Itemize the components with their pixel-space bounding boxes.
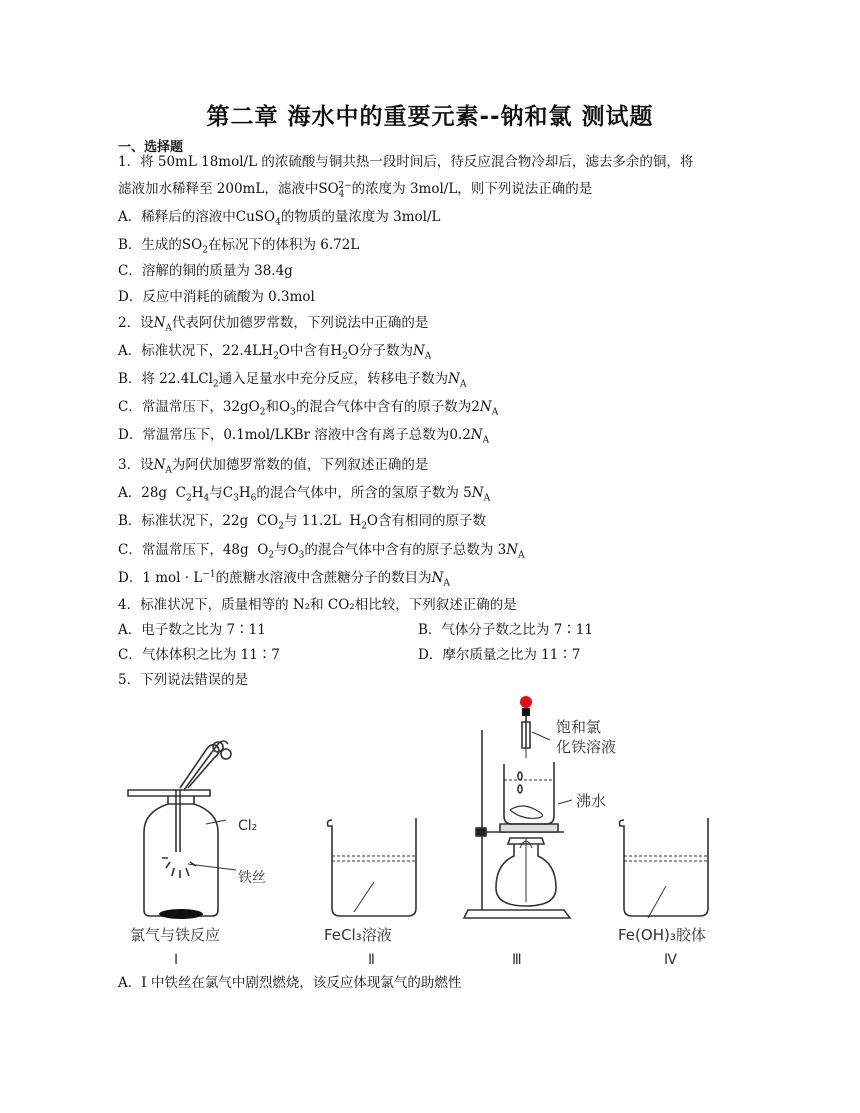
roman-3: Ⅲ [512,952,522,968]
q2-option-c: C．常温常压下，$32gO_2$和$O_3$的混合气体中含有的原子数为$2N_A$ [118,399,499,418]
q3-option-a: A．28g $C_2H_4$与$C_3H_6$的混合气体中，所含的氢原子数为 $5N_A$ [118,485,491,504]
label-iron-wire: 铁丝 [238,870,266,886]
q1-option-a: A．稀释后的溶液中CuSO$_4$的物质的量浓度为 3mol/L [118,209,441,228]
caption-4: Fe(OH)₃胶体 [618,926,706,944]
experiment-figure [118,692,738,972]
label-boiling-water: 沸水 [576,792,607,810]
caption-1: 氯气与铁反应 [130,926,221,944]
roman-4: Ⅳ [664,952,677,968]
beaker-fecl3 [328,818,417,916]
q3-stem: 3．设$N_A$为阿伏加德罗常数的值，下列叙述正确的是 [118,457,429,476]
q2-option-b: B．将 22.4LCl$_2$通入足量水中充分反应，转移电子数为$N_A$ [118,371,467,390]
label-saturated-line1: 饱和氯 [556,718,602,736]
q1-stem-line1: 1．将 50mL 18mol/L 的浓硫酸与铜共热一段时间后，待反应混合物冷却后，滤去多余的铜，将 [118,154,694,170]
q1-option-b: B．生成的$SO_2$在标况下的体积为 6.72L [118,237,360,256]
q1-option-c: C．溶解的铜的质量为 38.4g [118,263,293,279]
q1-stem-line2: 滤液加水稀释至 200mL，滤液中$SO_4^{2-}$的浓度为 3mol/L，则下列说法正确的是 [118,180,593,200]
label-saturated-line2: 化铁溶液 [556,738,617,756]
q2-stem: 2．设$N_A$代表阿伏加德罗常数，下列说法中正确的是 [118,315,429,334]
q5-option-a: A．I 中铁丝在氯气中剧烈燃烧，该反应体现氯气的助燃性 [118,975,462,991]
beaker-colloid [620,818,709,918]
q3-option-b: B．标准状况下，22g $CO_2$与 11.2L $H_2O$含有相同的原子数 [118,513,486,532]
dropper-bulb-icon [520,696,532,708]
q4-stem: 4．标准状况下，质量相等的 N₂和 CO₂相比较，下列叙述正确的是 [118,597,517,613]
roman-2: Ⅱ [368,952,375,968]
gas-bottle-apparatus [128,741,236,919]
q2-option-d: D．常温常压下，0.1mol/LKBr 溶液中含有离子总数为$0.2N_A$ [118,427,490,446]
page-title: 第二章 海水中的重要元素--钠和氯 测试题 [206,104,654,130]
caption-2: FeCl₃溶液 [324,926,392,944]
q4-option-a: A．电子数之比为 7∶11 [118,622,266,638]
q4-option-c: C．气体体积之比为 11∶7 [118,647,280,663]
q4-option-d: D．摩尔质量之比为 11∶7 [418,647,581,663]
q3-option-d: D．1 mol · $L^{-1}$的蔗糖水溶液中含蔗糖分子的数目为$N_A$ [118,569,450,589]
q5-stem: 5．下列说法错误的是 [118,672,249,688]
q1-option-d: D．反应中消耗的硫酸为 0.3mol [118,289,315,305]
label-cl2: Cl₂ [238,818,258,834]
experiment-figure-svg [118,692,738,972]
dropper-cap-icon [522,708,530,716]
section-heading: 一、选择题 [118,140,184,155]
q2-option-a: A．标准状况下，$22.4LH_2O$中含有$H_2O$分子数为$N_A$ [118,343,432,362]
q3-option-c: C．常温常压下，48g $O_2$与$O_3$的混合气体中含有的原子总数为 $3N_A$ [118,542,525,561]
roman-1: Ⅰ [174,952,179,968]
q4-option-b: B．气体分子数之比为 7∶11 [418,622,593,638]
